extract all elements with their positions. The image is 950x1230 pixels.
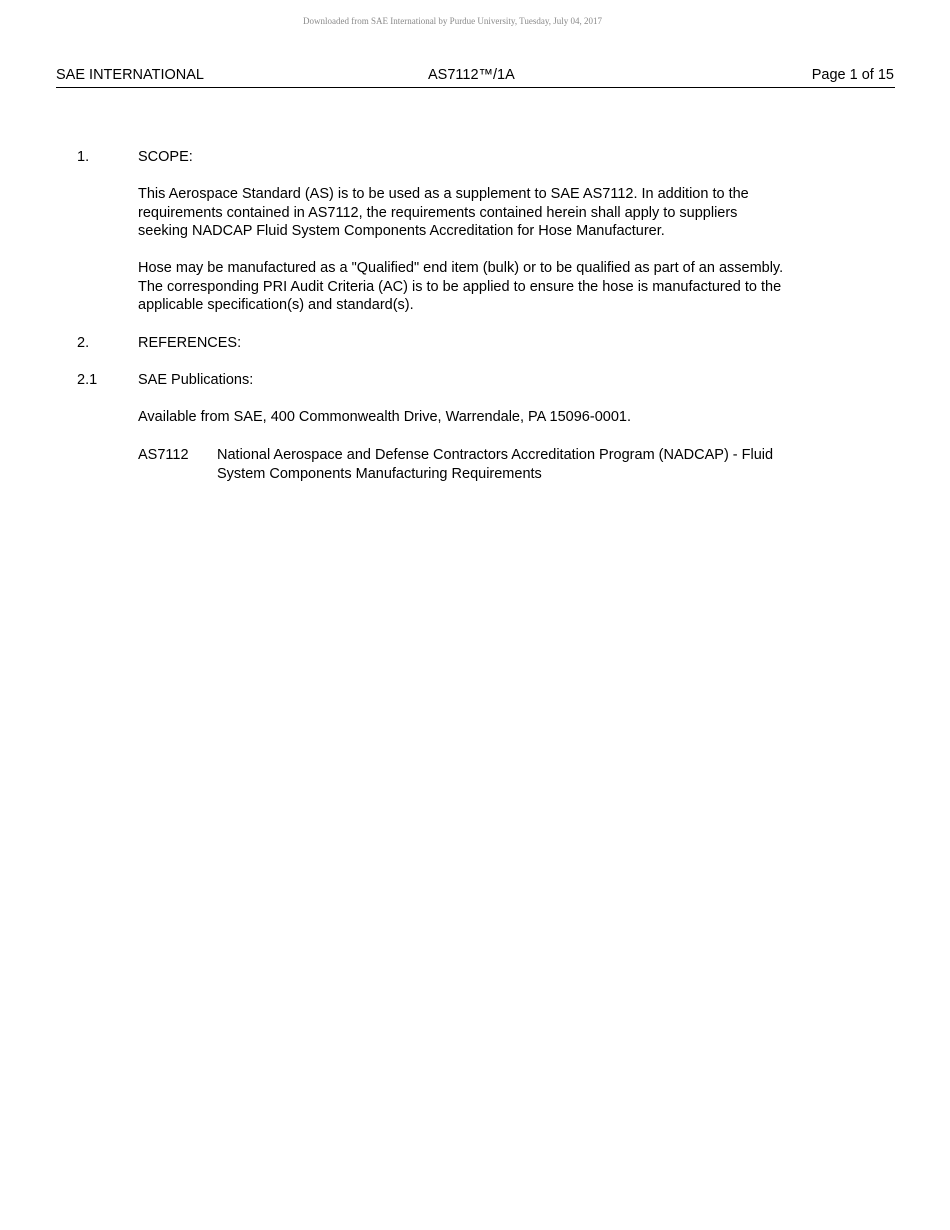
page-indicator: Page 1 of 15 bbox=[811, 67, 894, 83]
section-number-scope: 1. bbox=[77, 149, 90, 165]
text-line: requirements contained in AS7112, the requirements contained herein shall apply to suppliers bbox=[138, 204, 738, 221]
reference-code: AS7112 bbox=[138, 447, 189, 463]
section-title-references: REFERENCES: bbox=[138, 335, 242, 351]
section-number-sae-publications: 2.1 bbox=[77, 372, 98, 388]
page-header bbox=[56, 66, 895, 88]
section-title-scope: SCOPE: bbox=[138, 149, 193, 165]
download-watermark: Downloaded from SAE International by Purdue University, Tuesday, July 04, 2017 bbox=[302, 16, 603, 26]
scope-paragraph-2 bbox=[138, 259, 838, 315]
text-line: This Aerospace Standard (AS) is to be used as a supplement to SAE AS7112. In addition to the bbox=[138, 186, 749, 202]
text-line: The corresponding PRI Audit Criteria (AC) is to be applied to ensure the hose is manufactured to the bbox=[138, 278, 782, 295]
text-line: Available from SAE, 400 Commonwealth Drive, Warrendale, PA 15096-0001. bbox=[138, 409, 631, 425]
section-title-sae-publications: SAE Publications: bbox=[138, 372, 254, 388]
text-line: System Components Manufacturing Requirements bbox=[217, 465, 542, 482]
text-line: applicable specification(s) and standard(s). bbox=[138, 297, 414, 314]
text-line: seeking NADCAP Fluid System Components Accreditation for Hose Manufacturer. bbox=[138, 223, 665, 240]
text-line: National Aerospace and Defense Contractors Accreditation Program (NADCAP) - Fluid bbox=[217, 447, 774, 463]
scope-paragraph-1 bbox=[138, 185, 838, 241]
text-line: Hose may be manufactured as a "Qualified" end item (bulk) or to be qualified as part of an assembly. bbox=[138, 260, 784, 276]
publisher-name: SAE INTERNATIONAL bbox=[56, 67, 204, 83]
availability-statement bbox=[138, 408, 838, 427]
reference-description bbox=[217, 446, 837, 483]
document-number: AS7112™/1A bbox=[428, 67, 515, 83]
section-number-references: 2. bbox=[77, 335, 90, 351]
